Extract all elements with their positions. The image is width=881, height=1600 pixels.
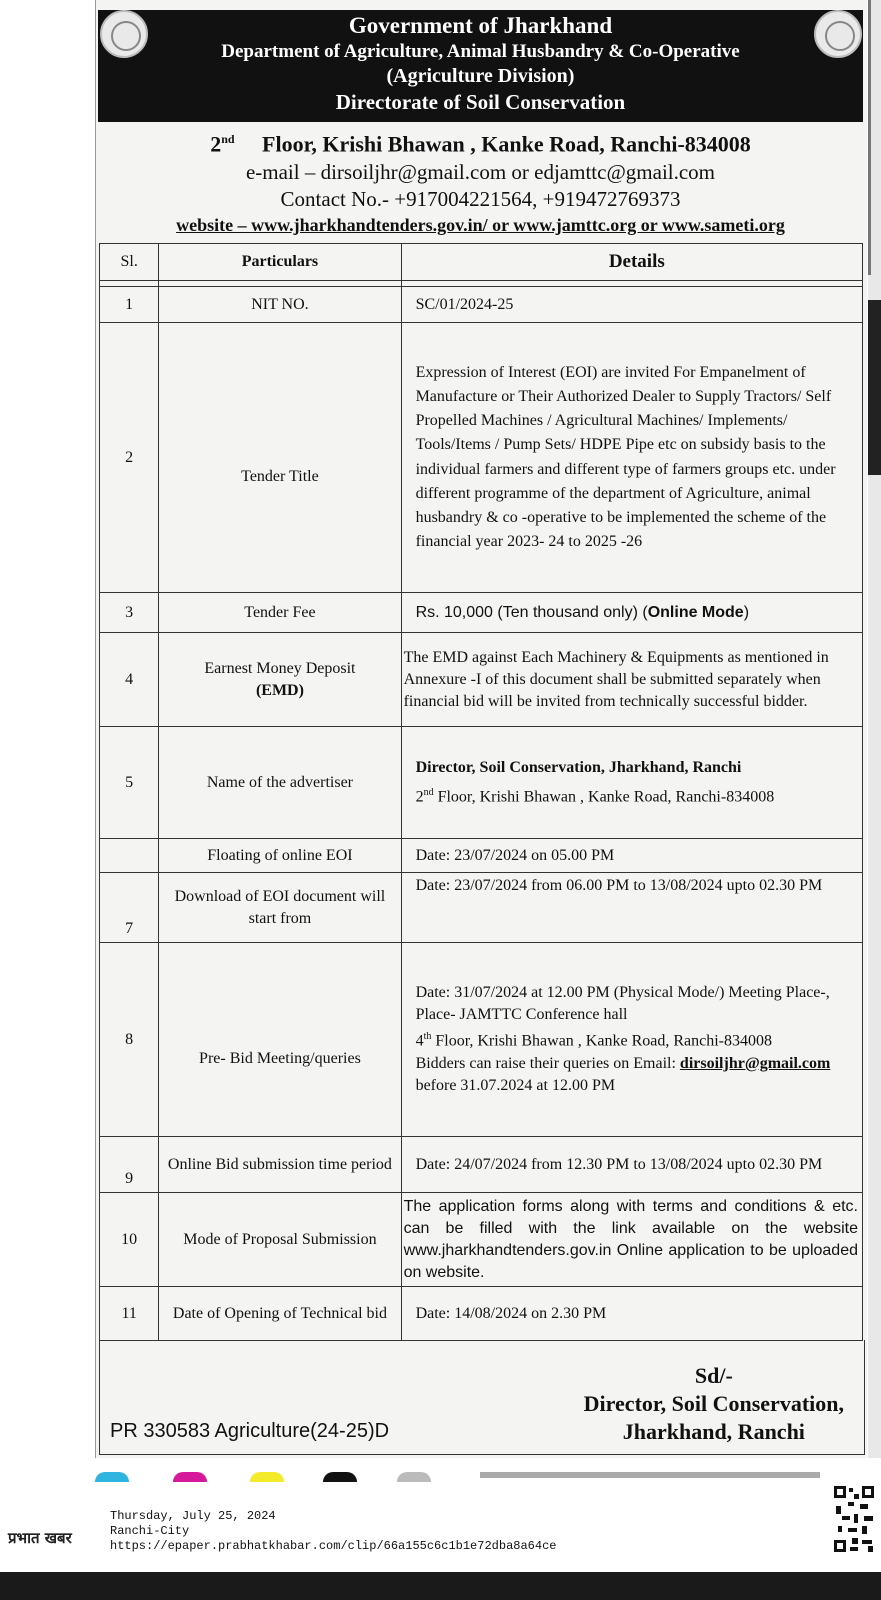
- state-emblem-icon: [814, 10, 862, 58]
- table-row: [100, 943, 863, 1137]
- row-sl: 4: [100, 633, 159, 727]
- website-line: website – www.jharkhandtenders.gov.in/ or www.jamttc.org or www.sameti.org: [176, 215, 785, 236]
- row-detail: Date: 23/07/2024 on 05.00 PM: [401, 839, 862, 873]
- queries-line: [416, 1053, 858, 1097]
- cyan-mark: [95, 1472, 129, 1482]
- table-row: [100, 323, 863, 593]
- floor-number: 2: [210, 131, 222, 157]
- edge-mark: [868, 300, 881, 475]
- table-row: [100, 1287, 863, 1341]
- row-detail: Date: 24/07/2024 from 12.30 PM to 13/08/2024 upto 02.30 PM: [401, 1137, 862, 1193]
- signatory-title: Director, Soil Conservation,: [583, 1391, 844, 1416]
- row-sl: 5: [100, 727, 159, 839]
- pr-number: PR 330583 Agriculture(24-25)D: [110, 1420, 390, 1442]
- queries-email-link[interactable]: dirsoiljhr@gmail.com: [679, 1054, 831, 1072]
- advertiser-name: Director, Soil Conservation, Jharkhand, Ranchi: [415, 758, 742, 776]
- row-sl: 3: [100, 593, 159, 633]
- row-sl: 1: [100, 287, 159, 323]
- row-detail: Date: 23/07/2024 from 06.00 PM to 13/08/2024 upto 02.30 PM: [401, 873, 862, 943]
- queries-text: Bidders can raise their queries on Email:: [415, 1054, 676, 1072]
- signatory-place: Jharkhand, Ranchi: [622, 1419, 805, 1444]
- government-title: Government of Jharkhand: [348, 13, 613, 38]
- row-particular: Download of EOI document will start from: [159, 873, 401, 943]
- floor-suffix: th: [423, 1031, 432, 1043]
- gray-mark: [397, 1472, 431, 1482]
- row-detail: SC/01/2024-25: [401, 287, 862, 323]
- row-detail: The application forms along with terms and conditions & etc. can be filled with the link available on the website www.jharkhandtenders.gov.in Online application to be uploaded on website.: [401, 1193, 862, 1287]
- row-particular: NIT NO.: [159, 287, 401, 323]
- edge-mark: [868, 0, 871, 275]
- table-row: [100, 593, 863, 633]
- header-details: Details: [401, 244, 862, 281]
- table-row: [100, 287, 863, 323]
- table-header-row: [100, 244, 863, 281]
- row-particular: Online Bid submission time period: [159, 1137, 401, 1193]
- floor-number: 4: [415, 1032, 424, 1050]
- row-sl: 2: [100, 323, 159, 593]
- scan-edge: [868, 0, 881, 1458]
- contact-line: Contact No.- +917004221564, +919472769373: [280, 187, 681, 212]
- header-particulars: Particulars: [159, 244, 401, 281]
- meeting-address: [416, 1026, 858, 1052]
- email-line: e-mail – dirsoiljhr@gmail.com or edjamttc@gmail.com: [245, 160, 716, 185]
- notice-header: [98, 10, 863, 122]
- row-sl: 7: [100, 873, 159, 943]
- row-sl: 8: [100, 943, 159, 1137]
- fee-close: ): [743, 604, 750, 621]
- header-sl: Sl.: [100, 244, 159, 281]
- row-particular: [159, 633, 401, 727]
- floor-number: 2: [415, 788, 424, 806]
- clip-date: Thursday, July 25, 2024: [110, 1509, 276, 1523]
- row-particular: Mode of Proposal Submission: [159, 1193, 401, 1287]
- clip-url[interactable]: https://epaper.prabhatkhabar.com/clip/66a155c6c1b1e72dba8a64ce: [110, 1539, 557, 1553]
- address-text: Floor, Krishi Bhawan , Kanke Road, Ranchi-834008: [431, 1032, 772, 1050]
- row-particular: Pre- Bid Meeting/queries: [159, 943, 401, 1137]
- row-particular: Tender Fee: [159, 593, 401, 633]
- row-detail: Expression of Interest (EOI) are invited For Empanelment of Manufacture or Their Authorized Dealer to Supply Tractors/ Self Propelled Machines / Agricultural Machines/ Implements/ Tools/Items / Pump Sets/ HDPE Pipe etc on subsidy basis to the individual farmers and different type of farmers groups etc. under different programme of the department of Agriculture, animal husbandry & co -operative to be implemented the scheme of the financial year 2023- 24 to 2025 -26: [401, 323, 862, 593]
- qr-code-icon: [832, 1484, 876, 1554]
- meeting-place: Date: 31/07/2024 at 12.00 PM (Physical Mode/) Meeting Place-, Place- JAMTTC Conference hall: [415, 984, 830, 1024]
- queries-deadline: before 31.07.2024 at 12.00 PM: [415, 1076, 616, 1094]
- table-row: [100, 873, 863, 943]
- table-row: [100, 1193, 863, 1287]
- clip-edition: Ranchi-City: [110, 1524, 190, 1538]
- address-text: Floor, Krishi Bhawan , Kanke Road, Ranchi-834008: [262, 131, 751, 157]
- department-title: Department of Agriculture, Animal Husbandry & Co-Operative: [221, 41, 740, 62]
- state-emblem-icon: [100, 10, 148, 58]
- clip-info: [110, 1509, 556, 1554]
- row-detail: The EMD against Each Machinery & Equipments as mentioned in Annexure -I of this document shall be submitted separately when financial bid will be invited from technically successful bidder.: [401, 633, 862, 727]
- table-row: [100, 839, 863, 873]
- prabhat-khabar-logo: प्रभात खबर: [8, 1529, 72, 1547]
- row-particular: Floating of online EOI: [159, 839, 401, 873]
- directorate-title: Directorate of Soil Conservation: [335, 90, 626, 114]
- row-particular: Date of Opening of Technical bid: [159, 1287, 401, 1341]
- row-particular: Tender Title: [159, 323, 401, 593]
- signature-block: [584, 1362, 844, 1446]
- notice-footer: [99, 1340, 865, 1455]
- floor-suffix: nd: [423, 786, 434, 798]
- black-mark: [323, 1472, 357, 1482]
- tender-table: [99, 243, 863, 1341]
- row-detail: [401, 593, 862, 633]
- address-block: [98, 124, 863, 237]
- table-row: [100, 633, 863, 727]
- row-detail: [401, 943, 862, 1137]
- row-detail: [401, 727, 862, 839]
- address-text: Floor, Krishi Bhawan , Kanke Road, Ranchi-834008: [433, 788, 775, 806]
- advertiser-address: [416, 782, 858, 808]
- fee-mode: Online Mode: [647, 604, 744, 621]
- row-particular: Name of the advertiser: [159, 727, 401, 839]
- signed-mark: Sd/-: [694, 1363, 733, 1388]
- row-detail: Date: 14/08/2024 on 2.30 PM: [401, 1287, 862, 1341]
- row-sl: 9: [100, 1137, 159, 1193]
- magenta-mark: [173, 1472, 207, 1482]
- row-sl: [100, 839, 159, 873]
- row-sl: 10: [100, 1193, 159, 1287]
- divider: [480, 1472, 820, 1478]
- floor-suffix: nd: [221, 132, 235, 146]
- emd-label: Earnest Money Deposit: [204, 659, 356, 677]
- yellow-mark: [250, 1472, 284, 1482]
- office-address: [98, 124, 863, 159]
- row-sl: 11: [100, 1287, 159, 1341]
- fee-text: Rs. 10,000 (Ten thousand only) (: [415, 604, 648, 621]
- table-row: [100, 1137, 863, 1193]
- division-title: (Agriculture Division): [386, 65, 575, 87]
- bottom-bar: [0, 1572, 881, 1600]
- emd-abbr: (EMD): [255, 681, 304, 699]
- table-row: [100, 727, 863, 839]
